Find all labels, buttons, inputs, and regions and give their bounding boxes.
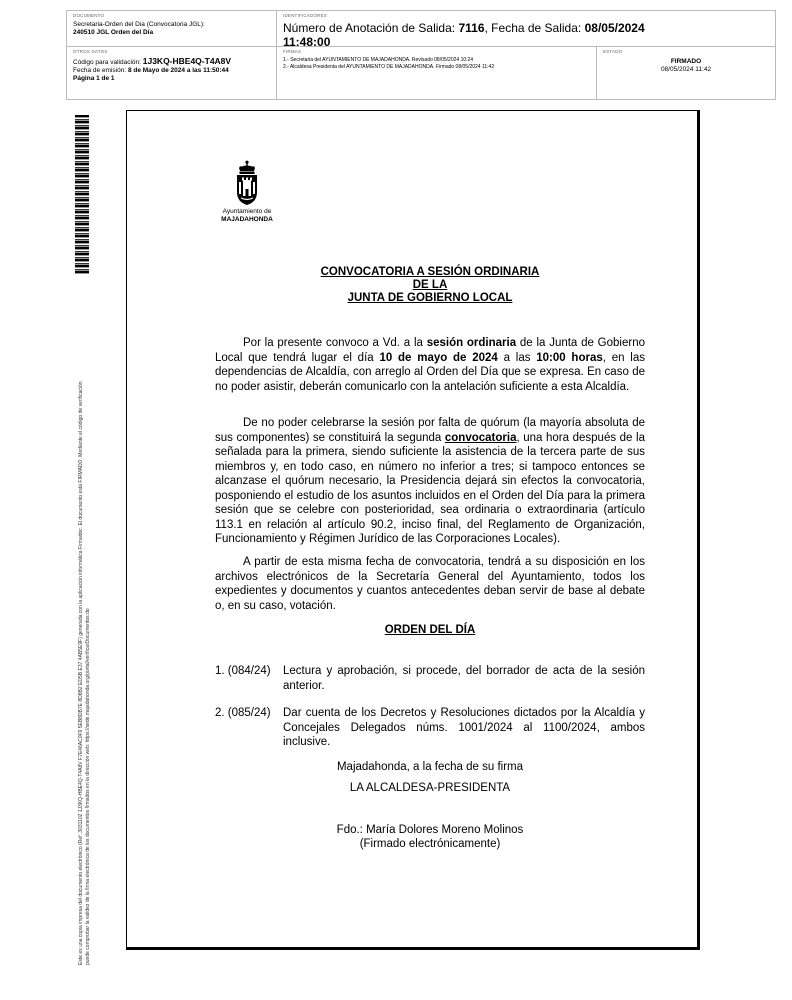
agenda-item-number: 1. (084/24) [215, 665, 271, 677]
otros-label: OTROS DATOS [73, 49, 108, 54]
agenda-item-text: Dar cuenta de los Decretos y Resoluciones dictados por la Alcaldía y Concejales Delegados núms. 1001/2024 al 1100/2024, ambos inclusive. [283, 707, 645, 748]
id-time: 11:48:00 [283, 35, 331, 47]
closing-note: (Firmado electrónicamente) [359, 838, 501, 850]
estado-date: 08/05/2024 11:42 [660, 66, 712, 73]
page-info: Página 1 de 1 [73, 75, 115, 82]
closing-signer: Fdo.: María Dolores Moreno Molinos [336, 824, 524, 836]
identificadores-label: IDENTIFICADORES [283, 13, 328, 18]
side-verification-text [78, 275, 91, 965]
closing-role: LA ALCALDESA-PRESIDENTA [349, 782, 511, 794]
otros-datos-cell [67, 47, 277, 99]
firma-2: 2.- Alcaldesa Presidenta del AYUNTAMIENTO DE MAJADAHONDA. Firmado 08/05/2024 11:42 [283, 64, 495, 70]
document-title [215, 266, 645, 305]
title-line1: CONVOCATORIA A SESIÓN ORDINARIA [320, 266, 540, 278]
barcode-icon [75, 115, 89, 275]
id-date: 08/05/2024 [584, 21, 645, 35]
p1-sesion-ordinaria: sesión ordinaria [426, 337, 517, 349]
title-line3: JUNTA DE GOBIERNO LOCAL [347, 292, 513, 304]
paragraph-quorum [215, 416, 645, 547]
validation-line [73, 57, 270, 67]
estado-label: ESTADO [603, 49, 623, 54]
orden-del-dia-title: ORDEN DEL DÍA [384, 624, 476, 636]
p1-text-a: Por la presente convoco a Vd. a la [243, 337, 427, 349]
documento-line1: Secretaria-Orden del Dia (Convocatoria JGL): [73, 21, 205, 28]
firmas-label: FIRMAS [283, 49, 302, 54]
documento-label: DOCUMENTO [73, 13, 105, 18]
emission-line [73, 67, 270, 75]
logo-line1: Ayuntamiento de [222, 208, 272, 215]
anotacion-salida [283, 21, 769, 47]
firma-1: 1.- Secretaria del AYUNTAMIENTO DE MAJADAHONDA. Revisado 08/05/2024 10:24 [283, 57, 474, 63]
side-text-line1: Este es una copia impresa del documento electrónico (Ref: 3031102 1J3KQ-HBE4Q-T4A8V F7E46AC0F9 5EB8DB7E 8D8B2 ED5B E37 4AB5E9F) generada con la aplicación informática Firmadoc. El documento está FIRMADO. Mediante el código de verificación [78, 381, 84, 965]
validation-prefix: Código para validación: [73, 59, 141, 66]
documento-line2: 240510 JGL Orden del Día [73, 29, 154, 36]
agenda-item [215, 706, 645, 750]
p2-text-c: , una hora después de la señalada para la primera, siendo suficiente la asistencia de la tercera parte de sus miembros y, en todo caso, en número no inferior a tres; si tampoco entonces se alcanzase el quórum necesario, la Presidencia dejará sin efectos la convocatoria, posponiendo el estudio de los asuntos incluidos en el Orden del Día para la primera sesión que se celebre con posterioridad, sea ordinaria o extraordinaria (artículo 113.1 en relación al artículo 90.2, inciso final, del Reglamento de Organización, Funcionamiento y Régimen Jurídico de las Corporaciones Locales). [215, 431, 645, 545]
emission-date: 8 de Mayo de 2024 a las 11:50:44 [127, 67, 229, 74]
p1-date: 10 de mayo de 2024 [379, 351, 498, 364]
coat-of-arms-icon [232, 160, 262, 206]
p1-text-e: a las [497, 351, 537, 364]
estado-value: FIRMADO [670, 58, 702, 65]
title-line2: DE LA [412, 279, 448, 291]
id-number: 7116 [458, 21, 485, 35]
logo-line2: MAJADAHONDA [221, 215, 273, 223]
side-text-line2: puede comprobar la validez de la firma electrónica de los documentos firmados en la dirección web: https://sede.majadahonda.org/portal/verificarDocumentos.do [84, 608, 91, 965]
municipal-logo [213, 160, 281, 230]
p2-convocatoria: convocatoria [444, 431, 517, 444]
estado-cell [597, 47, 775, 99]
paragraph-archivos: A partir de esta misma fecha de convocatoria, tendrá a su disposición en los archivos electrónicos de la Secretaría General del Ayuntamiento, todos los expedientes y documentos y cuantos antecedentes deban servir de base al debate o, en su caso, votación. [215, 556, 645, 612]
p1-time: 10:00 horas [536, 351, 603, 364]
id-mid: , Fecha de Salida: [484, 21, 582, 35]
agenda-item [215, 664, 645, 693]
emission-prefix: Fecha de emisión: [73, 67, 127, 74]
agenda-item-text: Lectura y aprobación, si procede, del borrador de acta de la sesión anterior. [283, 665, 645, 692]
validation-code: 1J3KQ-HBE4Q-T4A8V [142, 56, 232, 66]
document-header-table [66, 10, 776, 100]
p1-text-g: , en las dependencias de Alcaldía, con arreglo al Orden del Día que se expresa. En caso de no poder asistir, deberán comunicarlo con la antelación suficiente a esta Alcaldía. [215, 351, 645, 393]
p1-text-c: de la Junta de Gobierno Local que tendrá lugar el día [215, 337, 645, 364]
documento-cell [67, 11, 277, 47]
paragraph-convocatoria [215, 336, 645, 394]
agenda-item-number: 2. (085/24) [215, 707, 271, 719]
closing-place: Majadahonda, a la fecha de su firma [336, 761, 524, 773]
id-prefix: Número de Anotación de Salida: [283, 21, 456, 35]
firmas-cell [277, 47, 597, 99]
p2-text-a: De no poder celebrarse la sesión por falta de quórum (la mayoría absoluta de sus componentes) se constituirá la segunda [215, 417, 645, 444]
identificadores-cell [277, 11, 775, 47]
